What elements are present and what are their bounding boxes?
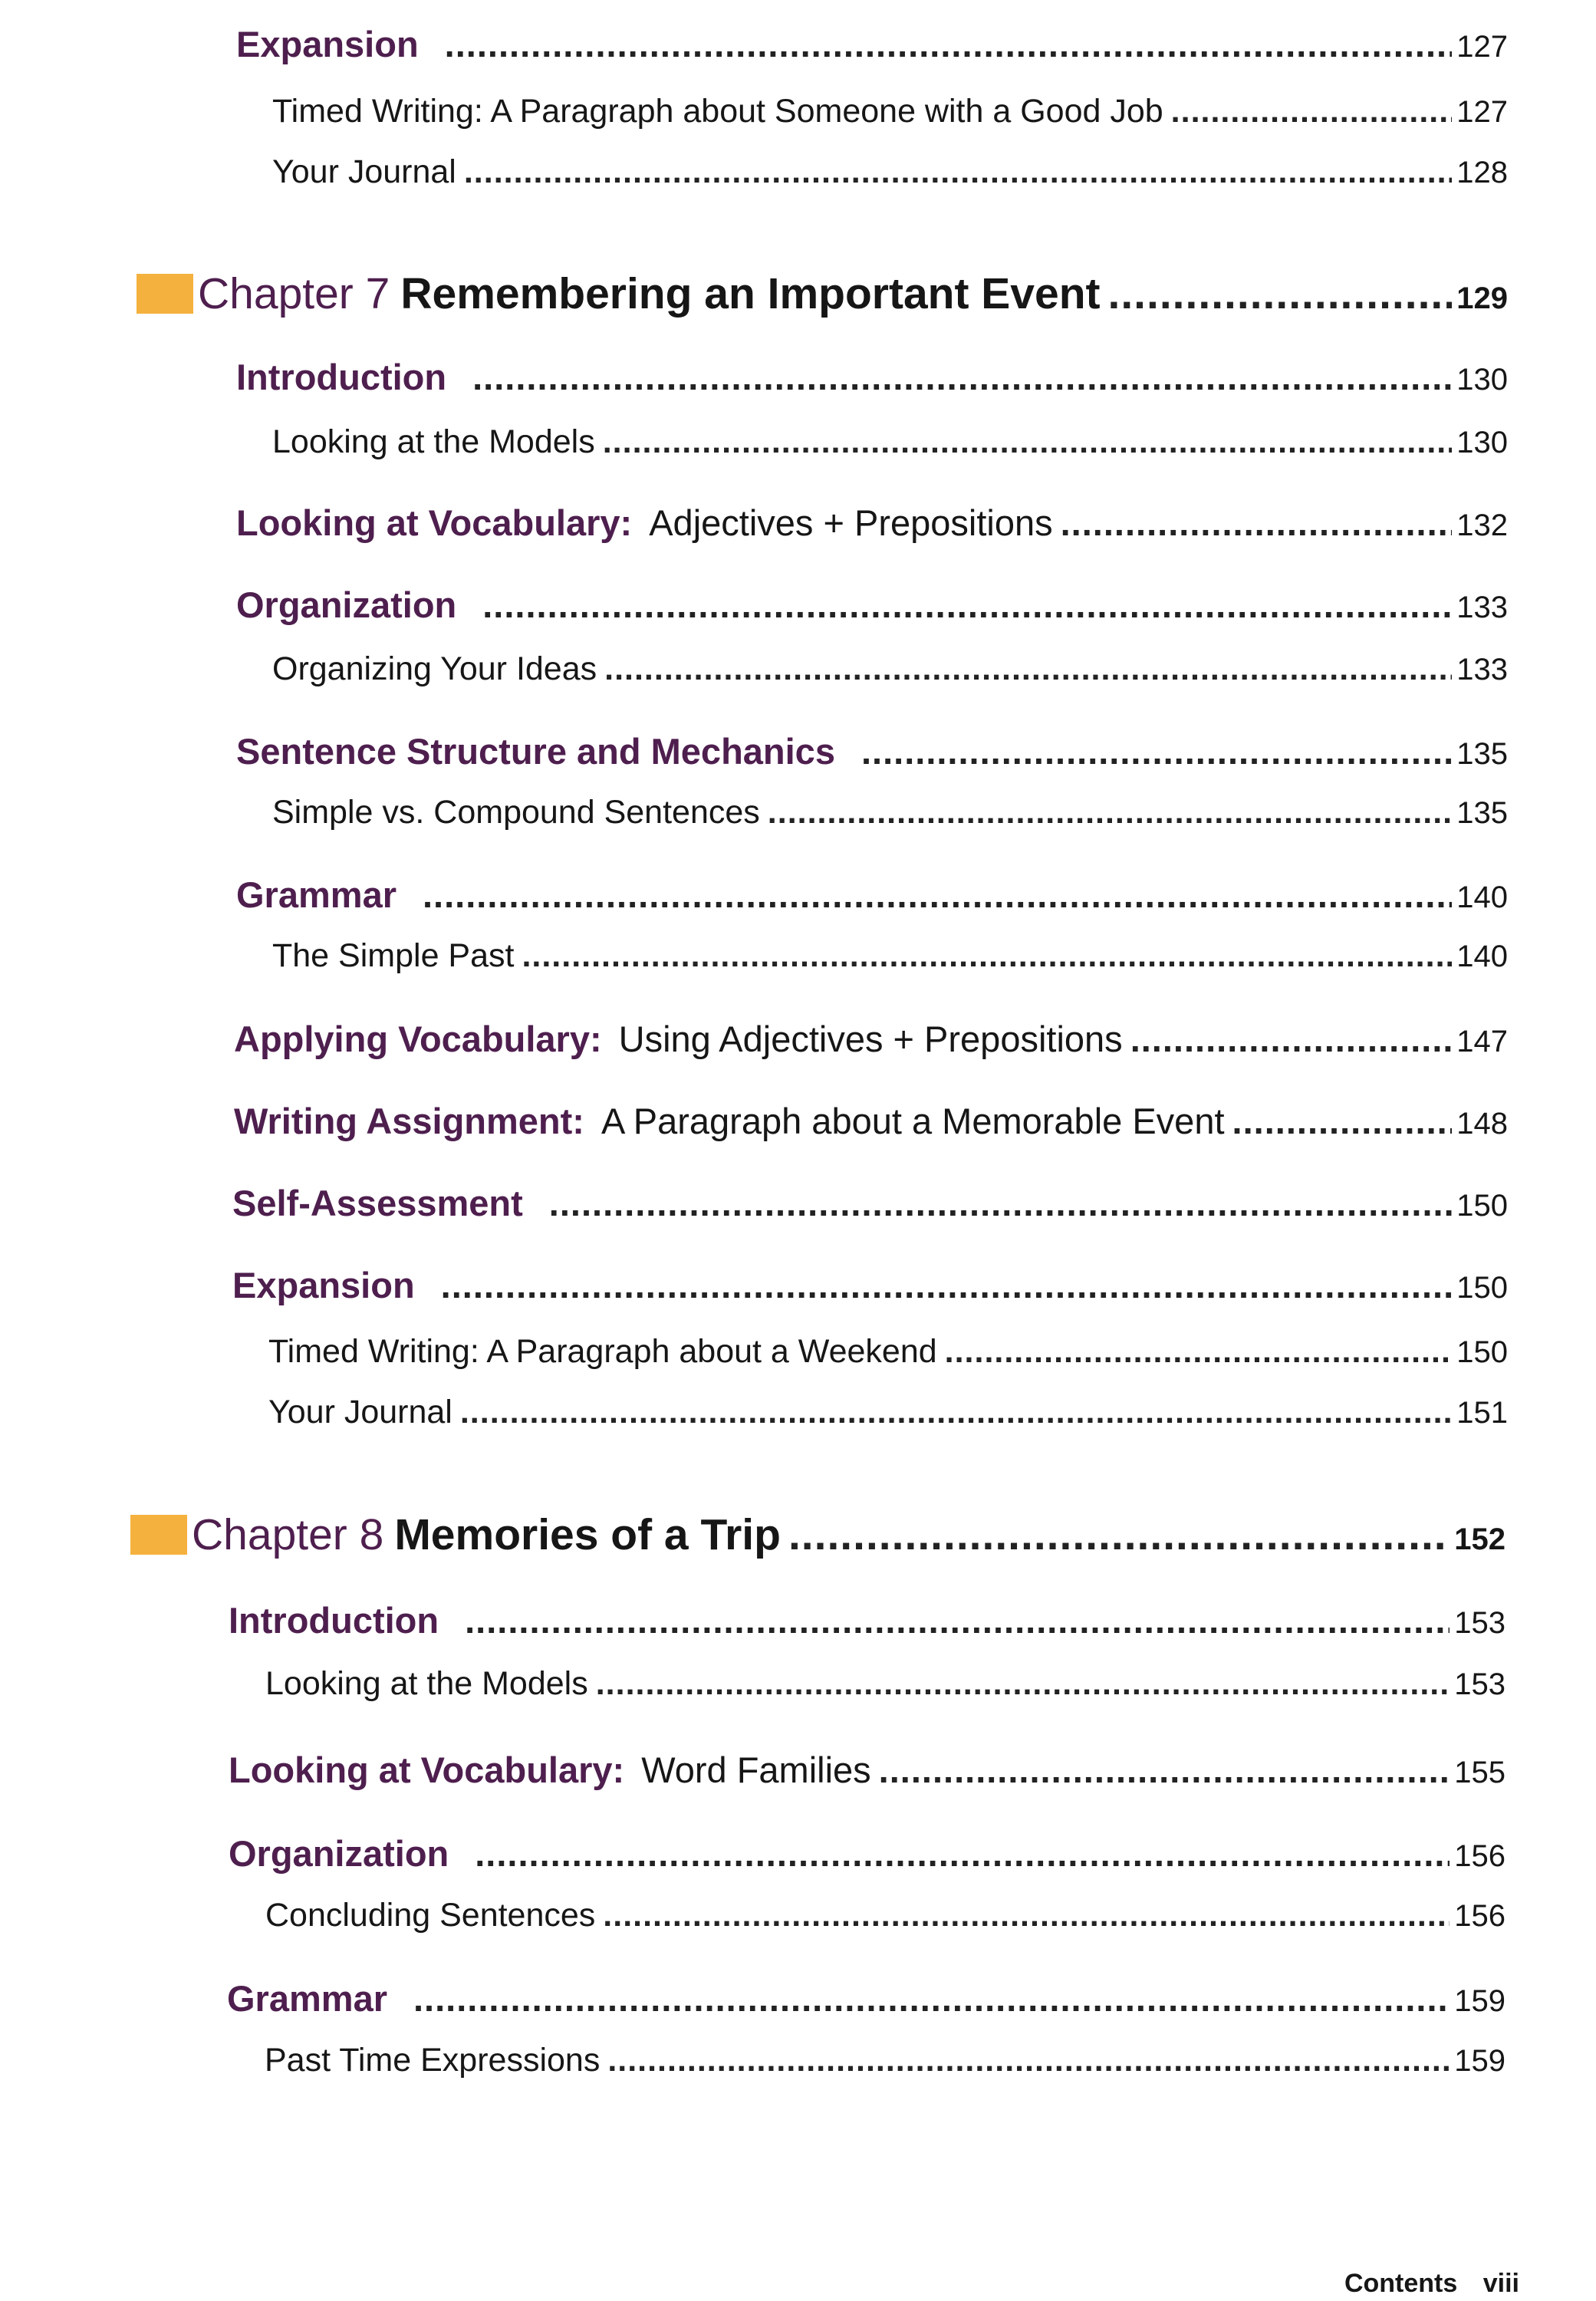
chapter-label: Chapter 8 (192, 1510, 384, 1559)
page-number: 128 (1456, 156, 1508, 189)
toc-entry-expansion (236, 23, 1508, 65)
dot-leader (465, 1599, 1450, 1641)
entry-label: Sentence Structure and Mechanics (236, 731, 835, 772)
dot-leader (460, 1394, 1452, 1431)
entry-label: Your Journal (272, 153, 456, 190)
dot-leader (945, 1333, 1453, 1371)
toc-entry-applying-vocabulary (234, 1018, 1508, 1060)
page-number: 153 (1454, 1667, 1506, 1701)
page-number: 133 (1456, 653, 1508, 686)
dot-leader (482, 584, 1452, 626)
entry-subtitle: Using Adjectives + Prepositions (618, 1019, 1123, 1059)
page-number: 159 (1454, 2044, 1506, 2078)
page-number: 127 (1456, 95, 1508, 129)
entry-label: The Simple Past (272, 937, 515, 974)
page-number: 156 (1454, 1899, 1506, 1933)
chapter-marker-icon (130, 1515, 187, 1555)
toc-entry-simple-past (272, 937, 1508, 975)
entry-label: Writing Assignment: (234, 1101, 584, 1141)
toc-entry-your-journal (268, 1394, 1508, 1431)
toc-entry-sentence-structure (236, 730, 1508, 772)
toc-entry-looking-at-models (265, 1665, 1506, 1703)
page-number: 140 (1456, 881, 1508, 914)
entry-label: Organization (236, 584, 457, 625)
dot-leader (1232, 1100, 1453, 1142)
page-number: 155 (1454, 1756, 1506, 1789)
dot-leader (472, 356, 1452, 398)
dot-leader (1108, 268, 1453, 319)
entry-label: Your Journal (268, 1394, 452, 1430)
dot-leader (788, 1509, 1450, 1560)
chapter-title: Remembering an Important Event (400, 269, 1101, 318)
toc-entry-expansion (232, 1264, 1508, 1306)
dot-leader (522, 937, 1452, 975)
dot-leader (861, 730, 1452, 772)
page-number: 150 (1456, 1335, 1508, 1369)
toc-entry-self-assessment (232, 1182, 1508, 1224)
toc-entry-introduction (236, 356, 1508, 398)
entry-label: Looking at Vocabulary: (229, 1750, 625, 1790)
page-number: 150 (1456, 1271, 1508, 1305)
page-number: 127 (1456, 30, 1508, 64)
toc-entry-introduction (229, 1599, 1506, 1641)
entry-label: Simple vs. Compound Sentences (272, 794, 760, 831)
entry-label: Expansion (232, 1265, 415, 1305)
dot-leader (1061, 502, 1453, 544)
toc-entry-concluding-sentences (265, 1897, 1506, 1934)
toc-chapter-7 (137, 268, 1508, 319)
toc-entry-grammar (236, 874, 1508, 916)
entry-label: Looking at Vocabulary: (236, 502, 633, 543)
page-number: 135 (1456, 737, 1508, 771)
toc-entry-writing-assignment (234, 1100, 1508, 1142)
footer-label: Contents (1344, 2269, 1458, 2298)
dot-leader (413, 1977, 1450, 2020)
entry-label: Past Time Expressions (265, 2042, 601, 2079)
entry-subtitle: Word Families (641, 1750, 871, 1790)
toc-entry-looking-at-vocabulary (229, 1749, 1506, 1791)
dot-leader (607, 2042, 1450, 2079)
entry-subtitle: A Paragraph about a Memorable Event (601, 1101, 1225, 1141)
page-number: 148 (1456, 1107, 1508, 1141)
entry-label: Introduction (229, 1600, 439, 1641)
entry-label: Timed Writing: A Paragraph about Someone with a Good Job (272, 93, 1163, 130)
toc-entry-organization (229, 1832, 1506, 1875)
toc-entry-organization (236, 584, 1508, 626)
entry-subtitle: Adjectives + Prepositions (649, 502, 1053, 543)
page-number: 130 (1456, 426, 1508, 459)
toc-entry-simple-compound (272, 794, 1508, 831)
dot-leader (1130, 1018, 1453, 1060)
entry-label: Grammar (227, 1978, 387, 2019)
dot-leader (441, 1264, 1453, 1306)
entry-label: Self-Assessment (232, 1183, 523, 1223)
chapter-title: Memories of a Trip (394, 1510, 781, 1559)
toc-entry-timed-writing (268, 1333, 1508, 1371)
dot-leader (464, 153, 1452, 191)
toc-chapter-8 (130, 1509, 1506, 1560)
toc-entry-past-time-expressions (265, 2042, 1506, 2079)
dot-leader (445, 23, 1453, 65)
entry-label: Expansion (236, 24, 419, 64)
entry-label: Applying Vocabulary: (234, 1019, 602, 1059)
page-number: 147 (1456, 1025, 1508, 1058)
entry-label: Organizing Your Ideas (272, 650, 597, 687)
toc-entry-your-journal (272, 153, 1508, 191)
entry-label: Looking at the Models (265, 1665, 588, 1702)
page-number: 135 (1456, 796, 1508, 830)
dot-leader (603, 423, 1453, 461)
page-number: 130 (1456, 363, 1508, 397)
page-footer (1344, 2269, 1519, 2299)
dot-leader (475, 1832, 1450, 1875)
entry-label: Timed Writing: A Paragraph about a Weekend (268, 1333, 937, 1370)
dot-leader (603, 1897, 1450, 1934)
page-number: 152 (1454, 1522, 1506, 1556)
chapter-label: Chapter 7 (198, 269, 390, 318)
entry-label: Introduction (236, 357, 447, 397)
dot-leader (1171, 93, 1453, 130)
dot-leader (879, 1749, 1450, 1791)
footer-page-number: viii (1482, 2269, 1519, 2298)
entry-label: Grammar (236, 874, 397, 915)
page-number: 159 (1454, 1984, 1506, 2018)
toc-entry-looking-at-vocabulary (236, 502, 1508, 544)
dot-leader (423, 874, 1452, 916)
toc-entry-looking-at-models (272, 423, 1508, 461)
dot-leader (549, 1182, 1452, 1224)
toc-entry-organizing-ideas (272, 650, 1508, 688)
chapter-marker-icon (137, 274, 193, 314)
page-number: 140 (1456, 940, 1508, 973)
dot-leader (768, 794, 1452, 831)
page-number: 133 (1456, 591, 1508, 624)
entry-label: Organization (229, 1833, 449, 1874)
toc-entry-timed-writing (272, 93, 1508, 130)
dot-leader (596, 1665, 1450, 1703)
dot-leader (604, 650, 1452, 688)
page-number: 150 (1456, 1189, 1508, 1223)
page-number: 156 (1454, 1839, 1506, 1873)
page-number: 132 (1456, 509, 1508, 542)
page-number: 153 (1454, 1606, 1506, 1640)
entry-label: Concluding Sentences (265, 1897, 596, 1934)
page-number: 129 (1456, 281, 1508, 315)
toc-entry-grammar (227, 1977, 1506, 2020)
entry-label: Looking at the Models (272, 423, 595, 460)
page-number: 151 (1456, 1396, 1508, 1430)
